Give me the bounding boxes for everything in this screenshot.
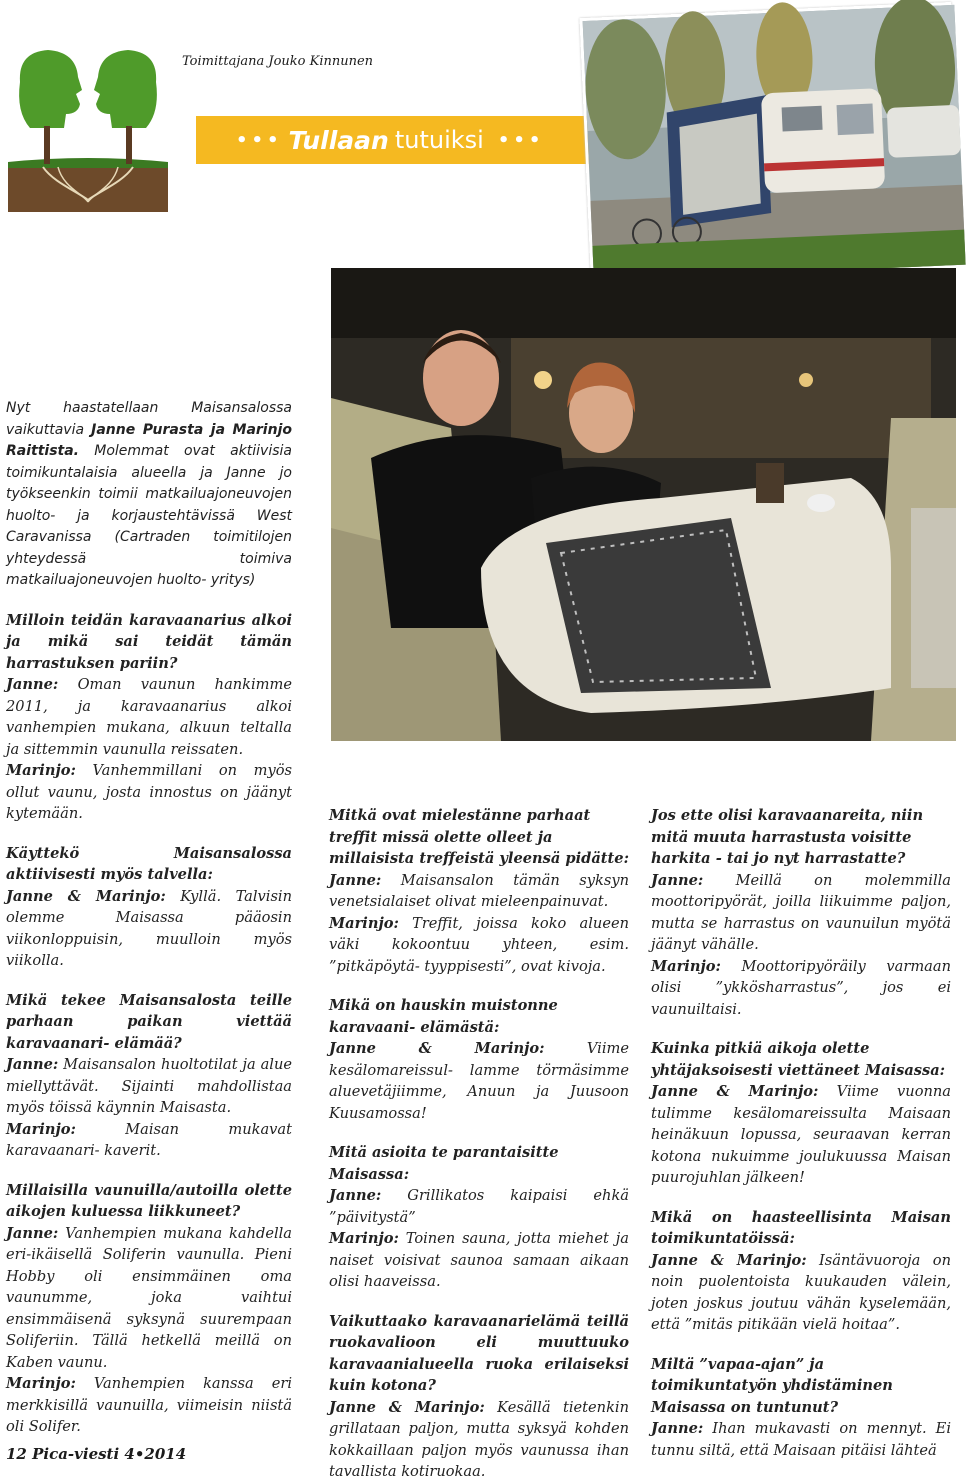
answer <box>6 1119 292 1162</box>
answer <box>329 1397 629 1483</box>
answer-text: Vanhempien kanssa eri merkkisillä vaunuilla, viimeisin niistä oli Solifer. <box>6 1375 292 1435</box>
answer-text: Oman vaunun hankimme 2011, ja karavaanarius alkoi vanhempien mukana, alkuun teltalla ja sittemmin vaunulla reissaten. <box>6 676 292 758</box>
question: Milloin teidän karavaanarius alkoi ja mikä sai teidät tämän harrastuksen pariin? <box>6 611 292 672</box>
lead-intro: Nyt haastatellaan Maisansalossa vaikuttavia <box>6 400 292 438</box>
two-heads-tree-logo <box>8 42 168 212</box>
lead-names: Janne Purasta ja Marinjo Raittista. <box>6 421 292 459</box>
article-column-3 <box>651 805 951 1461</box>
speaker: Janne: <box>651 1420 704 1437</box>
speaker: Janne & Marinjo: <box>651 1251 807 1269</box>
speaker: Janne: <box>6 676 59 693</box>
question: Miltä ”vapaa-ajan” ja toimikuntatyön yhdistäminen Maisassa on tuntunut? <box>651 1355 893 1416</box>
speaker: Janne & Marinjo: <box>329 1398 485 1416</box>
answer-text: Vanhemmillani on myös ollut vaunu, josta innostus on jäänyt kytemään. <box>6 762 292 822</box>
answer <box>6 674 292 760</box>
speaker: Marinjo: <box>329 1230 399 1247</box>
speaker: Marinjo: <box>6 1375 76 1392</box>
answer-text: Meillä on molemmilla moottoripyörät, joilla liikuimme paljon, mutta se harrastus on vaunuilun myötä jäänyt vähälle. <box>651 871 951 953</box>
speaker: Janne & Marinjo: <box>651 1083 819 1100</box>
answer-text: Ihan mukavasti on mennyt. Ei tunnu siltä, että Maisaan pitäisi lähteä <box>651 1420 951 1459</box>
answer-text: Maisansalon huoltotilat ja alue miellyttävät. Sijainti mahdollistaa myös töissä käynnin Maisasta. <box>6 1056 292 1116</box>
answer <box>6 886 292 972</box>
answer <box>329 1185 629 1228</box>
speaker: Janne: <box>329 871 382 889</box>
lead-body: Molemmat ovat aktiivisia toimikuntalaisia alueella ja Janne jo työkseenkin toimii matkailuajoneuvojen huolto- ja korjaustehtävissä West Caravanissa (Cartraden toimitilojen yhteydessä toimiva matkailuajoneuvojen huolto- yritys) <box>6 443 292 588</box>
question: Mikä tekee Maisansalosta teille parhaan paikan viettää karavaanari- elämää? <box>6 991 292 1052</box>
article-column-1 <box>6 398 292 1438</box>
banner-dots-left: ••• <box>236 129 283 151</box>
speaker: Janne: <box>6 1224 59 1242</box>
answer <box>651 956 951 1021</box>
question: Jos ette olisi karavaanareita, niin mitä muuta harrastusta voisitte harkita - tai jo nyt harrastatte? <box>651 807 924 867</box>
caravan-photo <box>580 2 963 278</box>
answer-text: Treffit, joissa koko alueen väki kokoontuu yhteen, esim. ”pitkäpöytä- tyyppisesti”, ovat kivoja. <box>329 914 629 975</box>
answer-text: Maisansalon tämän syksyn venetsialaiset olivat mieleenpainuvat. <box>329 871 629 910</box>
banner-title-light: tutuiksi <box>394 126 484 154</box>
banner-dots-right: ••• <box>497 129 545 151</box>
article-column-2 <box>329 805 629 1483</box>
answer-text: Moottoripyöräily varmaan olisi ”ykkösharrastus”, jos ei vaunuiltaisi. <box>651 957 951 1018</box>
answer-text: Viime vuonna tulimme kesälomareissulta Maisaan heinäkuun lopussa, seuraavan kerran kotona nukuimme joulukuussa Maisan puurojuhlan jälkeen! <box>651 1083 951 1186</box>
speaker: Janne & Marinjo: <box>329 1040 545 1057</box>
answer <box>651 1418 951 1461</box>
answer-text: Toinen sauna, jotta miehet ja naiset voisivat saunoa samaan aikaan olisi haaveissa. <box>329 1230 629 1290</box>
answer <box>651 1250 951 1336</box>
speaker: Janne: <box>6 1056 59 1073</box>
question: Vaikuttaako karavaanarielämä teillä ruokavalioon eli muuttuuko karavaanialueella ruoka erilaiseksi kuin kotona? <box>329 1312 629 1394</box>
question: Mitä asioita te parantaisitte Maisassa: <box>329 1144 559 1183</box>
answer <box>6 1223 292 1374</box>
answer <box>329 870 629 913</box>
answer-text: Kesällä tietenkin grillataan paljon, mutta syksyä kohden kokkaillaan paljon myös vaunussa ihan tavallista kotiruokaa. <box>329 1398 629 1480</box>
speaker: Marinjo: <box>329 914 399 932</box>
question: Mikä on haasteellisinta Maisan toimikuntatöissä: <box>651 1208 951 1247</box>
answer <box>651 1081 951 1189</box>
page-footer: 12 Pica-viesti 4•2014 <box>6 1445 187 1463</box>
lead-paragraph <box>6 398 292 592</box>
speaker: Janne & Marinjo: <box>6 887 166 905</box>
answer <box>329 1038 629 1124</box>
answer-text: Grillikatos kaipaisi ehkä ”päivitystä” <box>329 1187 629 1226</box>
answer-text: Viime kesälomareissul- lamme törmäsimme aluevetäjiimme, Anuun ja Juusoon Kuusamossa! <box>329 1040 629 1122</box>
answer <box>6 1054 292 1119</box>
question: Mitkä ovat mielestänne parhaat treffit missä olette olleet ja millaisista treffeistä yleensä pidätte: <box>329 807 629 867</box>
answer <box>6 760 292 825</box>
banner-title-bold: Tullaan <box>288 125 389 155</box>
question: Millaisilla vaunuilla/autoilla olette aikojen kuluessa liikkuneet? <box>6 1181 292 1220</box>
section-banner <box>196 116 632 164</box>
editor-credit: Toimittajana Jouko Kinnunen <box>182 54 374 69</box>
speaker: Janne: <box>651 871 704 889</box>
answer-text: Maisan mukavat karavaanari- kaverit. <box>6 1120 292 1159</box>
speaker: Marinjo: <box>651 957 721 975</box>
question: Mikä on hauskin muistonne karavaani- elämästä: <box>329 997 558 1036</box>
couple-in-caravan-photo <box>331 268 956 741</box>
answer <box>651 870 951 956</box>
answer <box>329 913 629 978</box>
speaker: Marinjo: <box>6 762 76 779</box>
question: Käyttekö Maisansalossa aktiivisesti myös talvella: <box>6 844 292 883</box>
speaker: Janne: <box>329 1187 382 1204</box>
speaker: Marinjo: <box>6 1120 76 1138</box>
answer <box>6 1373 292 1438</box>
answer <box>329 1228 629 1293</box>
answer-text: Isäntävuoroja on noin puolentoista kuukauden välein, joten joskus joutuu vähän kyselemään, että ”mitäs pitikään vielä hoitaa”. <box>651 1251 951 1333</box>
answer-text: Kyllä. Talvisin olemme Maisassa pääosin viikonloppuisin, muulloin myös viikolla. <box>6 887 293 969</box>
question: Kuinka pitkiä aikoja olette yhtäjaksoisesti viettäneet Maisassa: <box>651 1040 946 1079</box>
answer-text: Vanhempien mukana kahdella eri-ikäisellä Soliferin vaunulla. Pieni Hobby oli ensimmäinen oma vaunumme, joka vaihtui ensimmäisenä syksynä suurempaan Soliferiin. Tällä hetkellä meillä on Kaben vaunu. <box>6 1224 292 1371</box>
